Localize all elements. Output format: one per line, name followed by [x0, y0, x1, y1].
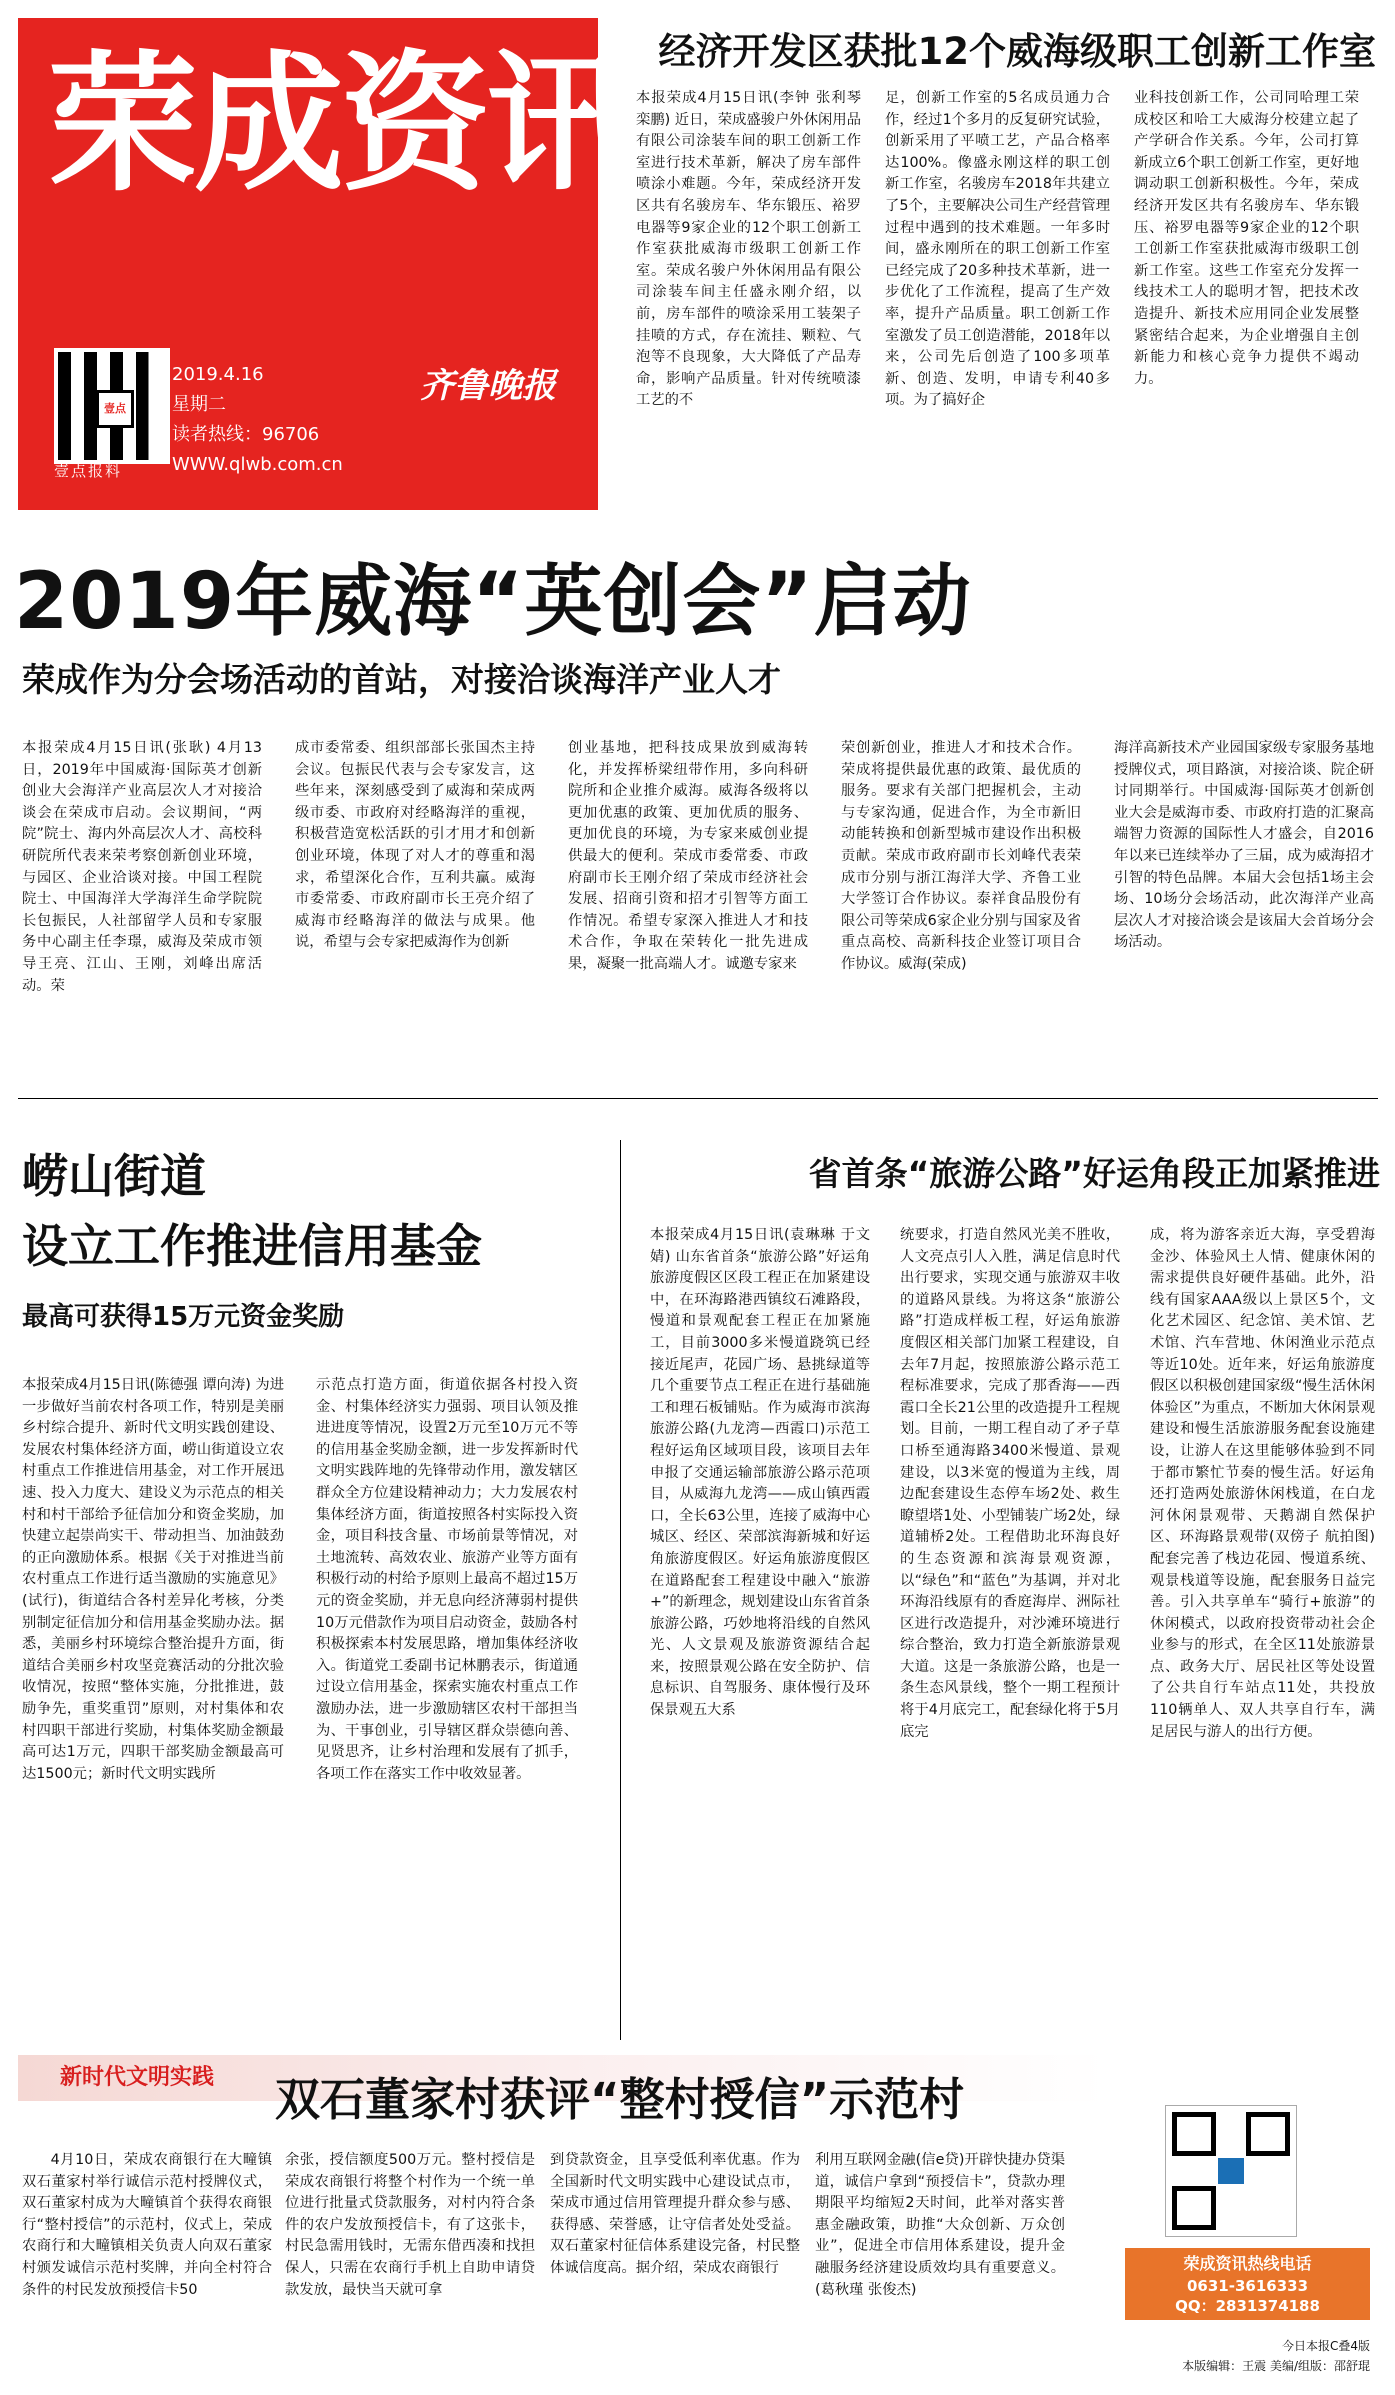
article5-column-2: 余张，授信额度500万元。整村授信是荣成农商银行将整个村作为一个统一单位进行批量式贷款服务，对村内符合条件的农户发放预授信卡，有了这张卡，村民急需用钱时，无需东借西凑和找担保人，只需在农商行手机上自助申请贷款发放，最快当天就可拿 — [285, 2152, 535, 2298]
article1-column-3: 业科技创新工作，公司同哈理工荣成校区和哈工大威海分校建立起了产学研合作关系。今年，公司打算新成立6个职工创新工作室，更好地调动职工创新积极性。今年，荣成经济开发区共有名骏房车、华东锻压、裕罗电器等9家企业的12个职工创新工作室获批威海市级职工创新工作室。这些工作室充分发挥一线技术工人的聪明才智，把技术改造提升、新技术应用同企业发展整紧密结合起来，为企业增强自主创新能力和核心竞争力提供不竭动力。 — [1134, 90, 1359, 387]
hotline-qq: QQ：2831374188 — [1175, 2297, 1320, 2315]
article1-headline: 经济开发区获批12个威海级职工创新工作室 — [658, 30, 1376, 73]
column-divider — [620, 1140, 621, 2040]
masthead-date: 2019.4.16 — [172, 364, 264, 385]
article2-column-5: 海洋高新技术产业园国家级专家服务基地授牌仪式，项目路演，对接洽谈、院企研讨同期举行。中国威海·国际英才创新创业大会是威海市委、市政府打造的汇聚高端智力资源的国际性人才盛会，自2016年以来已连续举办了三届，成为威海招才引智的特色品牌。本届大会包括1场主会场、10场分会场活动，此次海洋产业高层次人才对接洽谈会是该届大会首场分会场活动。 — [1114, 740, 1374, 951]
article1-column-2: 足，创新工作室的5名成员通力合作，经过1个多月的反复研究试验，创新采用了平喷工艺，产品合格率达100%。像盛永刚这样的职工创新工作室，名骏房车2018年共建立了5个，主要解决公司生产经营管理过程中遇到的技术难题。一年多时间，盛永刚所在的职工创新工作室已经完成了20多种技术革新，进一步优化了工作流程，提高了生产效率，提升产品质量。职工创新工作室激发了员工创造潜能，2018年以来，公司先后创造了100多项革新、创造、发明，申请专利40多项。为了搞好企 — [885, 90, 1110, 409]
article2-subheadline: 荣成作为分会场活动的首站，对接洽谈海洋产业人才 — [22, 660, 781, 699]
article1-column-1: 本报荣成4月15日讯(李钟 张利琴 栾鹏) 近日，荣成盛骏户外休闲用品有限公司涂装车间的职工创新工作室进行技术革新，解决了房车部件喷涂小难题。今年，荣成经济开发区共有名骏房车、华东锻压、裕罗电器等9家企业的12个职工创新工作室获批威海市级职工创新工作室。荣成名骏户外休闲用品有限公司涂装车间主任盛永刚介绍，以前，房车部件的喷涂采用工装架子挂喷的方式，存在流挂、颗粒、气泡等不良现象，大大降低了产品寿命，影响产品质量。针对传统喷漆工艺的不 — [636, 90, 861, 409]
article4-headline: 省首条“旅游公路”好运角段正加紧推进 — [808, 1154, 1380, 1193]
qr-label: 壹点报料 — [54, 462, 123, 480]
qr-code-icon — [54, 348, 170, 464]
article2-column-3: 创业基地，把科技成果放到威海转化，并发挥桥梁纽带作用，多向科研院所和企业推介威海。威海各级将以更加优惠的政策、更加优质的服务、更加优良的环境，为专家来威创业提供最大的便利。荣成市委常委、市政府副市长王刚介绍了荣成市经济社会发展、招商引资和招才引智等方面工作情况。希望专家深入推进人才和技术合作，争取在荣转化一批先进成果，凝聚一批高端人才。诚邀专家来 — [568, 740, 808, 972]
qr-badge: 壹点 — [96, 390, 134, 428]
divider — [18, 1098, 1378, 1099]
article4-column-3: 成，将为游客亲近大海，享受碧海金沙、体验风土人情、健康休闲的需求提供良好硬件基础。此外，沿线有国家AAA级以上景区5个，文化艺术园区、纪念馆、美术馆、艺术馆、汽车营地、休闲渔业示范点等近10处。近年来，好运角旅游度假区以积极创建国家级“慢生活休闲体验区”为重点，不断加大休闲景观建设和慢生活旅游服务配套设施建设，让游人在这里能够体验到不同于都市繁忙节奏的慢生活。好运角还打造两处旅游休闲栈道，在白龙河休闲景观带、天鹅湖自然保护区、环海路景观带(双傍子 航拍图)配套完善了栈边花园、慢道系统、观景栈道等设施，配套服务日益完善。引入共享单车“骑行+旅游”的休闲模式，以政府投资带动社会企业参与的形式，在全区11处旅游景点、政务大厅、居民社区等处设置了公共自行车站点11处，共投放110辆单人、双人共享自行车，满足居民与游人的出行方便。 — [1150, 1227, 1375, 1740]
hotline-box — [1125, 2248, 1370, 2320]
hotline-phone: 0631-3616333 — [1186, 2277, 1309, 2295]
hotline-title: 荣成资讯热线电话 — [1183, 2254, 1312, 2273]
footer-editor: 本版编辑：王震 美编/组版：邵舒琨 — [1182, 2359, 1370, 2373]
article3-column-1: 本报荣成4月15日讯(陈德强 谭向涛) 为进一步做好当前农村各项工作，特别是美丽乡村综合提升、新时代文明实践创建设、发展农村集体经济方面，崂山街道设立农村重点工作推进信用基金，对工作开展迅速、投入力度大、建设义为示范点的相关村和村干部给予征信加分和资金奖励，加快建立起崇尚实干、带动担当、加油鼓劲的正向激励体系。根据《关于对推进当前农村重点工作进行适当激励的实施意见》(试行)，街道结合各村差异化考核，分类别制定征信加分和信用基金奖励办法。据悉，美丽乡村环境综合整治提升方面，街道结合美丽乡村攻坚竞赛活动的分批次验收情况，按照“整体实施，分批推进，鼓励争先，重奖重罚”原则，对村集体和农村四职干部进行奖励，村集体奖励金额最高可达1万元，四职干部奖励金额最高可达1500元；新时代文明实践所 — [22, 1377, 284, 1782]
masthead-title: 荣成资讯 — [48, 38, 633, 212]
masthead-info — [172, 360, 343, 480]
article5-column-1: 4月10日，荣成农商银行在大疃镇双石董家村举行诚信示范村授牌仪式，双石董家村成为大疃镇首个获得农商银行“整村授信”的示范村，仪式上，荣成农商行和大疃镇相关负责人向双石董家村颁发诚信示范村奖牌，并向全村符合条件的村民发放预授信卡50 — [22, 2152, 272, 2298]
article2-column-1: 本报荣成4月15日讯(张耿) 4月13日，2019年中国威海·国际英才创新创业大会海洋产业高层次人才对接洽谈会在荣成市启动。会议期间，“两院”院士、海内外高层次人才、高校科研院所代表来荣考察创新创业环境，与园区、企业洽谈对接。中国工程院院士、中国海洋大学海洋生命学院院长包振民，人社部留学人员和专家服务中心副主任李璟，威海及荣成市领导王亮、江山、王刚，刘峰出席活动。荣 — [22, 740, 262, 994]
article2-column-4: 荣创新创业，推进人才和技术合作。荣成将提供最优惠的政策、最优质的服务。要求有关部门把握机会，主动与专家沟通，促进合作，为全市新旧动能转换和创新型城市建设作出积极贡献。荣成市政府副市长刘峰代表荣成市分别与浙江海洋大学、齐鲁工业大学签订合作协议。泰祥食品股份有限公司等荣成6家企业分别与国家及省重点高校、高新科技企业签订项目合作协议。威海(荣成) — [841, 740, 1081, 972]
article5-headline: 双石董家村获评“整村授信”示范村 — [275, 2073, 965, 2126]
hotline-qr-code-icon — [1165, 2105, 1297, 2237]
article3-headline-line1: 崂山街道 — [22, 1149, 206, 1203]
article5-column-4: 利用互联网金融(信e贷)开辟快捷办贷渠道，诚信户拿到“预授信卡”，贷款办理期限平均缩短2天时间，此举对落实普惠金融政策，助推“大众创新、万众创业”，促进全市信用体系建设，提升金融服务经济建设质效均具有重要意义。(葛秋瑾 张俊杰) — [815, 2152, 1065, 2298]
article4-column-2: 统要求，打造自然风光美不胜收，人文亮点引人入胜，满足信息时代出行要求，实现交通与旅游双丰收的道路风景线。为将这条“旅游公路”打造成样板工程，好运角旅游度假区相关部门加紧工程建设，自去年7月起，按照旅游公路示范工程标准要求，完成了那香海——西霞口全长21公里的改造提升工程规划。目前，一期工程自动了矛子草口桥至通海路3400米慢道、景观建设，以3米宽的慢道为主线，周边配套建设生态停车场2处、救生瞭望塔1处、小型铺装广场2处，绿道辅桥2处。工程借助北环海良好的生态资源和滨海景观资源，以“绿色”和“蓝色”为基调，并对北环海沿线原有的香庭海岸、洲际社区进行改造提升，对沙滩环境进行综合整治，致力打造全新旅游景观大道。这是一条旅游公路，也是一条生态风景线，整个一期工程预计将于4月底完工，配套绿化将于5月底完 — [900, 1227, 1120, 1740]
article3-headline-line2: 设立工作推进信用基金 — [22, 1219, 482, 1273]
article3-column-2: 示范点打造方面，街道依据各村投入资金、村集体经济实力强弱、项目认领及推进进度等情况，设置2万元至10万元不等的信用基金奖励金额，进一步发挥新时代文明实践阵地的先锋带动作用，激发辖区群众全方位建设精神动力；大力发展农村集体经济方面，街道按照各村实际投入资金，项目科技含量、市场前景等情况，对土地流转、高效农业、旅游产业等方面有积极行动的村给予原则上最高不超过15万元的资金奖励，并无息向经济薄弱村提供10万元借款作为项目启动资金，鼓励各村积极探索本村发展思路，增加集体经济收入。街道党工委副书记林鹏表示，街道通过设立信用基金，探索实施农村重点工作激励办法，进一步激励辖区农村干部担当为、干事创业，引导辖区群众崇德向善、见贤思齐，让乡村治理和发展有了抓手，各项工作在落实工作中收效显著。 — [316, 1377, 578, 1782]
article2-headline: 2019年威海“英创会”启动 — [14, 557, 972, 647]
article5-column-3: 到贷款资金，且享受低利率优惠。作为全国新时代文明实践中心建设试点市，荣成市通过信用管理提升群众参与感、获得感、荣誉感，让守信者处处受益。双石董家村征信体系建设完备，村民整体诚信度高。据介绍，荣成农商银行 — [550, 2152, 800, 2276]
article2-column-2: 成市委常委、组织部部长张国杰主持会议。包振民代表与会专家发言，这些年来，深刻感受到了威海和荣成两级市委、市政府对经略海洋的重视，积极营造宽松活跃的引才用才和创新创业环境，体现了对人才的尊重和渴求，希望深化合作，互利共赢。威海市委常委、市政府副市长王亮介绍了威海市经略海洋的做法与成果。他说，希望与会专家把威海作为创新 — [295, 740, 535, 951]
masthead-weekday: 星期二 — [172, 394, 226, 415]
section-label: 新时代文明实践 — [60, 2065, 215, 2090]
masthead-website: WWW.qlwb.com.cn — [172, 454, 343, 475]
footer-pages: 今日本报C叠4版 — [1281, 2339, 1370, 2353]
paper-name-logo: 齐鲁晚报 — [420, 366, 556, 406]
article4-column-1: 本报荣成4月15日讯(袁琳琳 于文婧) 山东省首条“旅游公路”好运角旅游度假区区段工程正在加紧建设中，在环海路港西镇纹石滩路段，慢道和景观配套工程正在加紧施工，目前3000多米慢道跷筑已经接近尾声，花园广场、悬挑绿道等几个重要节点工程正在进行基础施工和理石板铺贴。作为威海市滨海旅游公路(九龙湾—西霞口)示范工程好运角区域项目段，该项目去年申报了交通运输部旅游公路示范项目，从威海九龙湾——成山镇西霞口，全长63公里，连接了威海中心城区、经区、荣部滨海新城和好运角旅游度假区。好运角旅游度假区在道路配套工程建设中融入“旅游+”的新理念，规划建设山东省首条旅游公路，巧妙地将沿线的自然风光、人文景观及旅游资源结合起来，按照景观公路在安全防护、信息标识、自驾服务、康体慢行及环保景观五大系 — [650, 1227, 870, 1719]
article3-subheadline: 最高可获得15万元资金奖励 — [22, 1302, 345, 1332]
masthead-hotline: 读者热线：96706 — [172, 424, 320, 445]
